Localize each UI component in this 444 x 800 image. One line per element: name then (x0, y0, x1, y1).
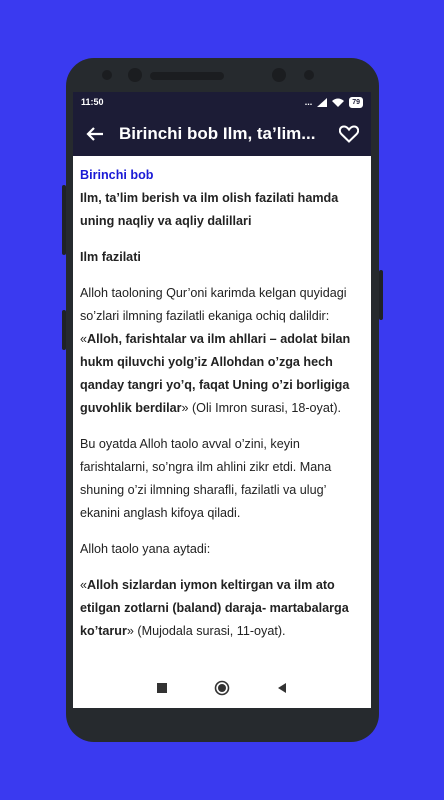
phone-speaker (150, 72, 224, 80)
triangle-icon[interactable] (276, 682, 288, 694)
signal-icon (317, 98, 327, 107)
page-title: Birinchi bob Ilm, ta’lim... (119, 124, 316, 143)
article-content (73, 156, 371, 643)
paragraph: Alloh taolo yana aytadi: (80, 542, 211, 556)
paragraph-text: Alloh taoloning Qur’oni karimda kelgan quyidagi so’zlari ilmning fazilatli ekaniga ochiq dalildir: « (80, 286, 347, 346)
phone-sensor (102, 70, 112, 80)
phone-side-button (62, 185, 66, 255)
square-icon[interactable] (156, 682, 168, 694)
status-icons (305, 97, 363, 108)
phone-camera (272, 68, 286, 82)
chapter-subtitle: Ilm, ta’lim berish va ilm olish fazilati hamda uning naqliy va aqliy dalillari (80, 191, 339, 228)
app-bar (73, 112, 371, 156)
quote-text: Alloh, farishtalar va ilm ahllari – adolat bilan hukm qiluvchi yolg’iz Allohdan o’zga hech qanday tangri yo’q, faqat Uning o’zi borligiga guvohlik berdilar (80, 332, 351, 415)
paragraph (80, 574, 364, 643)
heart-icon[interactable] (337, 122, 361, 146)
phone-camera (128, 68, 142, 82)
wifi-icon (332, 98, 344, 107)
quote-text: Alloh sizlardan iymon keltirgan va ilm ato etilgan zotlarni (baland) daraja- martabalarga ko’tarur (80, 578, 349, 638)
quote-open: « (80, 578, 88, 592)
paragraph (80, 282, 364, 420)
app-screen (73, 92, 371, 708)
quote-reference: » (Oli Imron surasi, 18-oyat). (181, 401, 342, 415)
phone-side-button (379, 270, 383, 320)
notification-dots: ... (304, 97, 313, 107)
circle-icon[interactable] (214, 680, 230, 696)
status-time: 11:50 (81, 97, 104, 107)
paragraph: Bu oyatda Alloh taolo avval o’zini, keyin farishtalarni, so’ngra ilm ahlini zikr etdi. Mana shuning o’zi ilmning sharafli, fazilatli va ulug’ ekanini anglash kifoya qiladi. (80, 437, 332, 520)
back-arrow-icon[interactable] (83, 122, 107, 146)
quote-reference: » (Mujodala surasi, 11-oyat). (126, 624, 286, 638)
phone-side-button (62, 310, 66, 350)
section-title: Ilm fazilati (80, 250, 141, 264)
navigation-bar (73, 668, 371, 708)
status-bar (73, 92, 371, 112)
battery-icon: 79 (349, 97, 363, 108)
chapter-label: Birinchi bob (80, 168, 154, 182)
phone-sensor (304, 70, 314, 80)
